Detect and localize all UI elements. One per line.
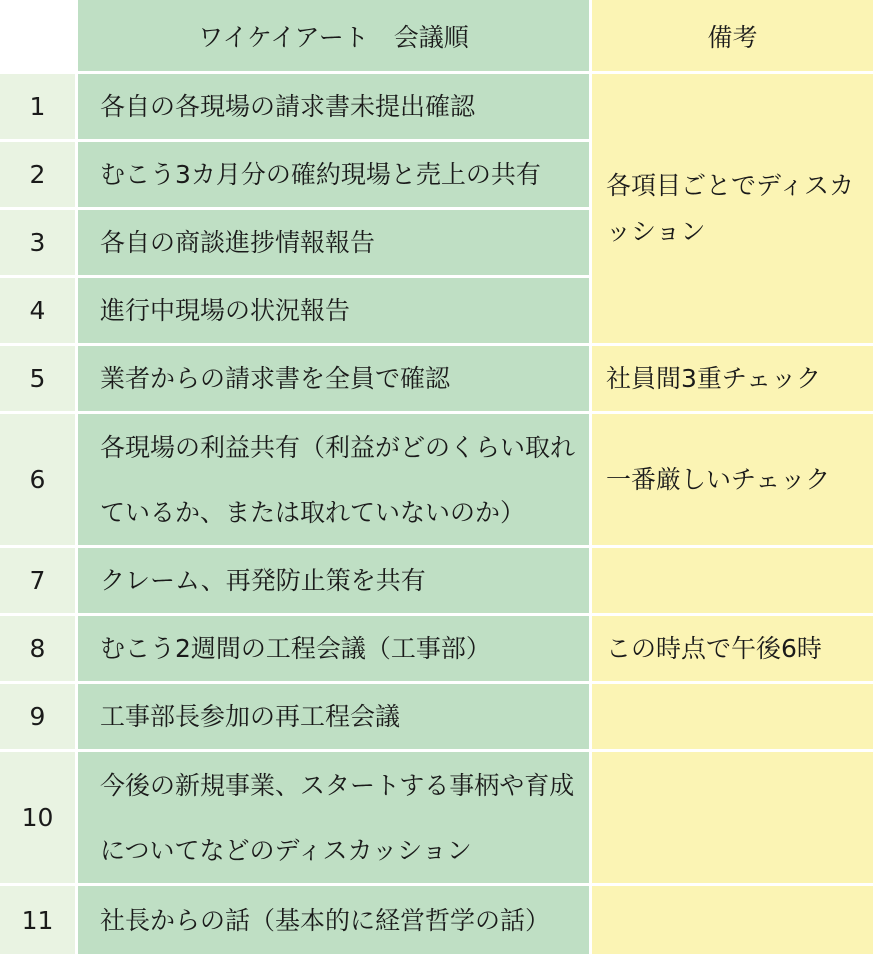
agenda-item: むこう2週間の工程会議（工事部）: [78, 616, 592, 684]
table-row: [0, 346, 876, 414]
row-number: 4: [0, 278, 78, 346]
table-row: [0, 752, 876, 886]
row-number: 5: [0, 346, 78, 414]
agenda-item: 各自の商談進捗情報報告: [78, 210, 592, 278]
row-number: 6: [0, 414, 78, 548]
row-number: 3: [0, 210, 78, 278]
agenda-item: 工事部長参加の再工程会議: [78, 684, 592, 752]
note-cell-empty: [592, 752, 876, 886]
row-number: 10: [0, 752, 78, 886]
table-row: [0, 616, 876, 684]
note-cell-empty: [592, 684, 876, 752]
row-number: 7: [0, 548, 78, 616]
agenda-item: 今後の新規事業、スタートする事柄や育成についてなどのディスカッション: [78, 752, 592, 886]
row-number: 2: [0, 142, 78, 210]
note-cell-empty: [592, 886, 876, 954]
table-row: [0, 548, 876, 616]
note-cell: 各項目ごとでディスカッション: [592, 74, 876, 346]
header-agenda-title: ワイケイアート 会議順: [78, 0, 592, 74]
agenda-item: クレーム、再発防止策を共有: [78, 548, 592, 616]
agenda-item: 社長からの話（基本的に経営哲学の話）: [78, 886, 592, 954]
row-number: 8: [0, 616, 78, 684]
agenda-item: むこう3カ月分の確約現場と売上の共有: [78, 142, 592, 210]
table-row: [0, 74, 876, 142]
row-number: 1: [0, 74, 78, 142]
table-header-row: [0, 0, 876, 74]
agenda-item: 進行中現場の状況報告: [78, 278, 592, 346]
row-number: 9: [0, 684, 78, 752]
header-blank-cell: [0, 0, 78, 74]
agenda-item: 各自の各現場の請求書未提出確認: [78, 74, 592, 142]
table-row: [0, 414, 876, 548]
note-cell: この時点で午後6時: [592, 616, 876, 684]
note-cell: 社員間3重チェック: [592, 346, 876, 414]
header-notes-title: 備考: [592, 0, 876, 74]
note-cell: 一番厳しいチェック: [592, 414, 876, 548]
note-cell-empty: [592, 548, 876, 616]
row-number: 11: [0, 886, 78, 954]
table-row: [0, 684, 876, 752]
agenda-item: 業者からの請求書を全員で確認: [78, 346, 592, 414]
table-row: [0, 886, 876, 954]
agenda-item: 各現場の利益共有（利益がどのくらい取れているか、または取れていないのか）: [78, 414, 592, 548]
